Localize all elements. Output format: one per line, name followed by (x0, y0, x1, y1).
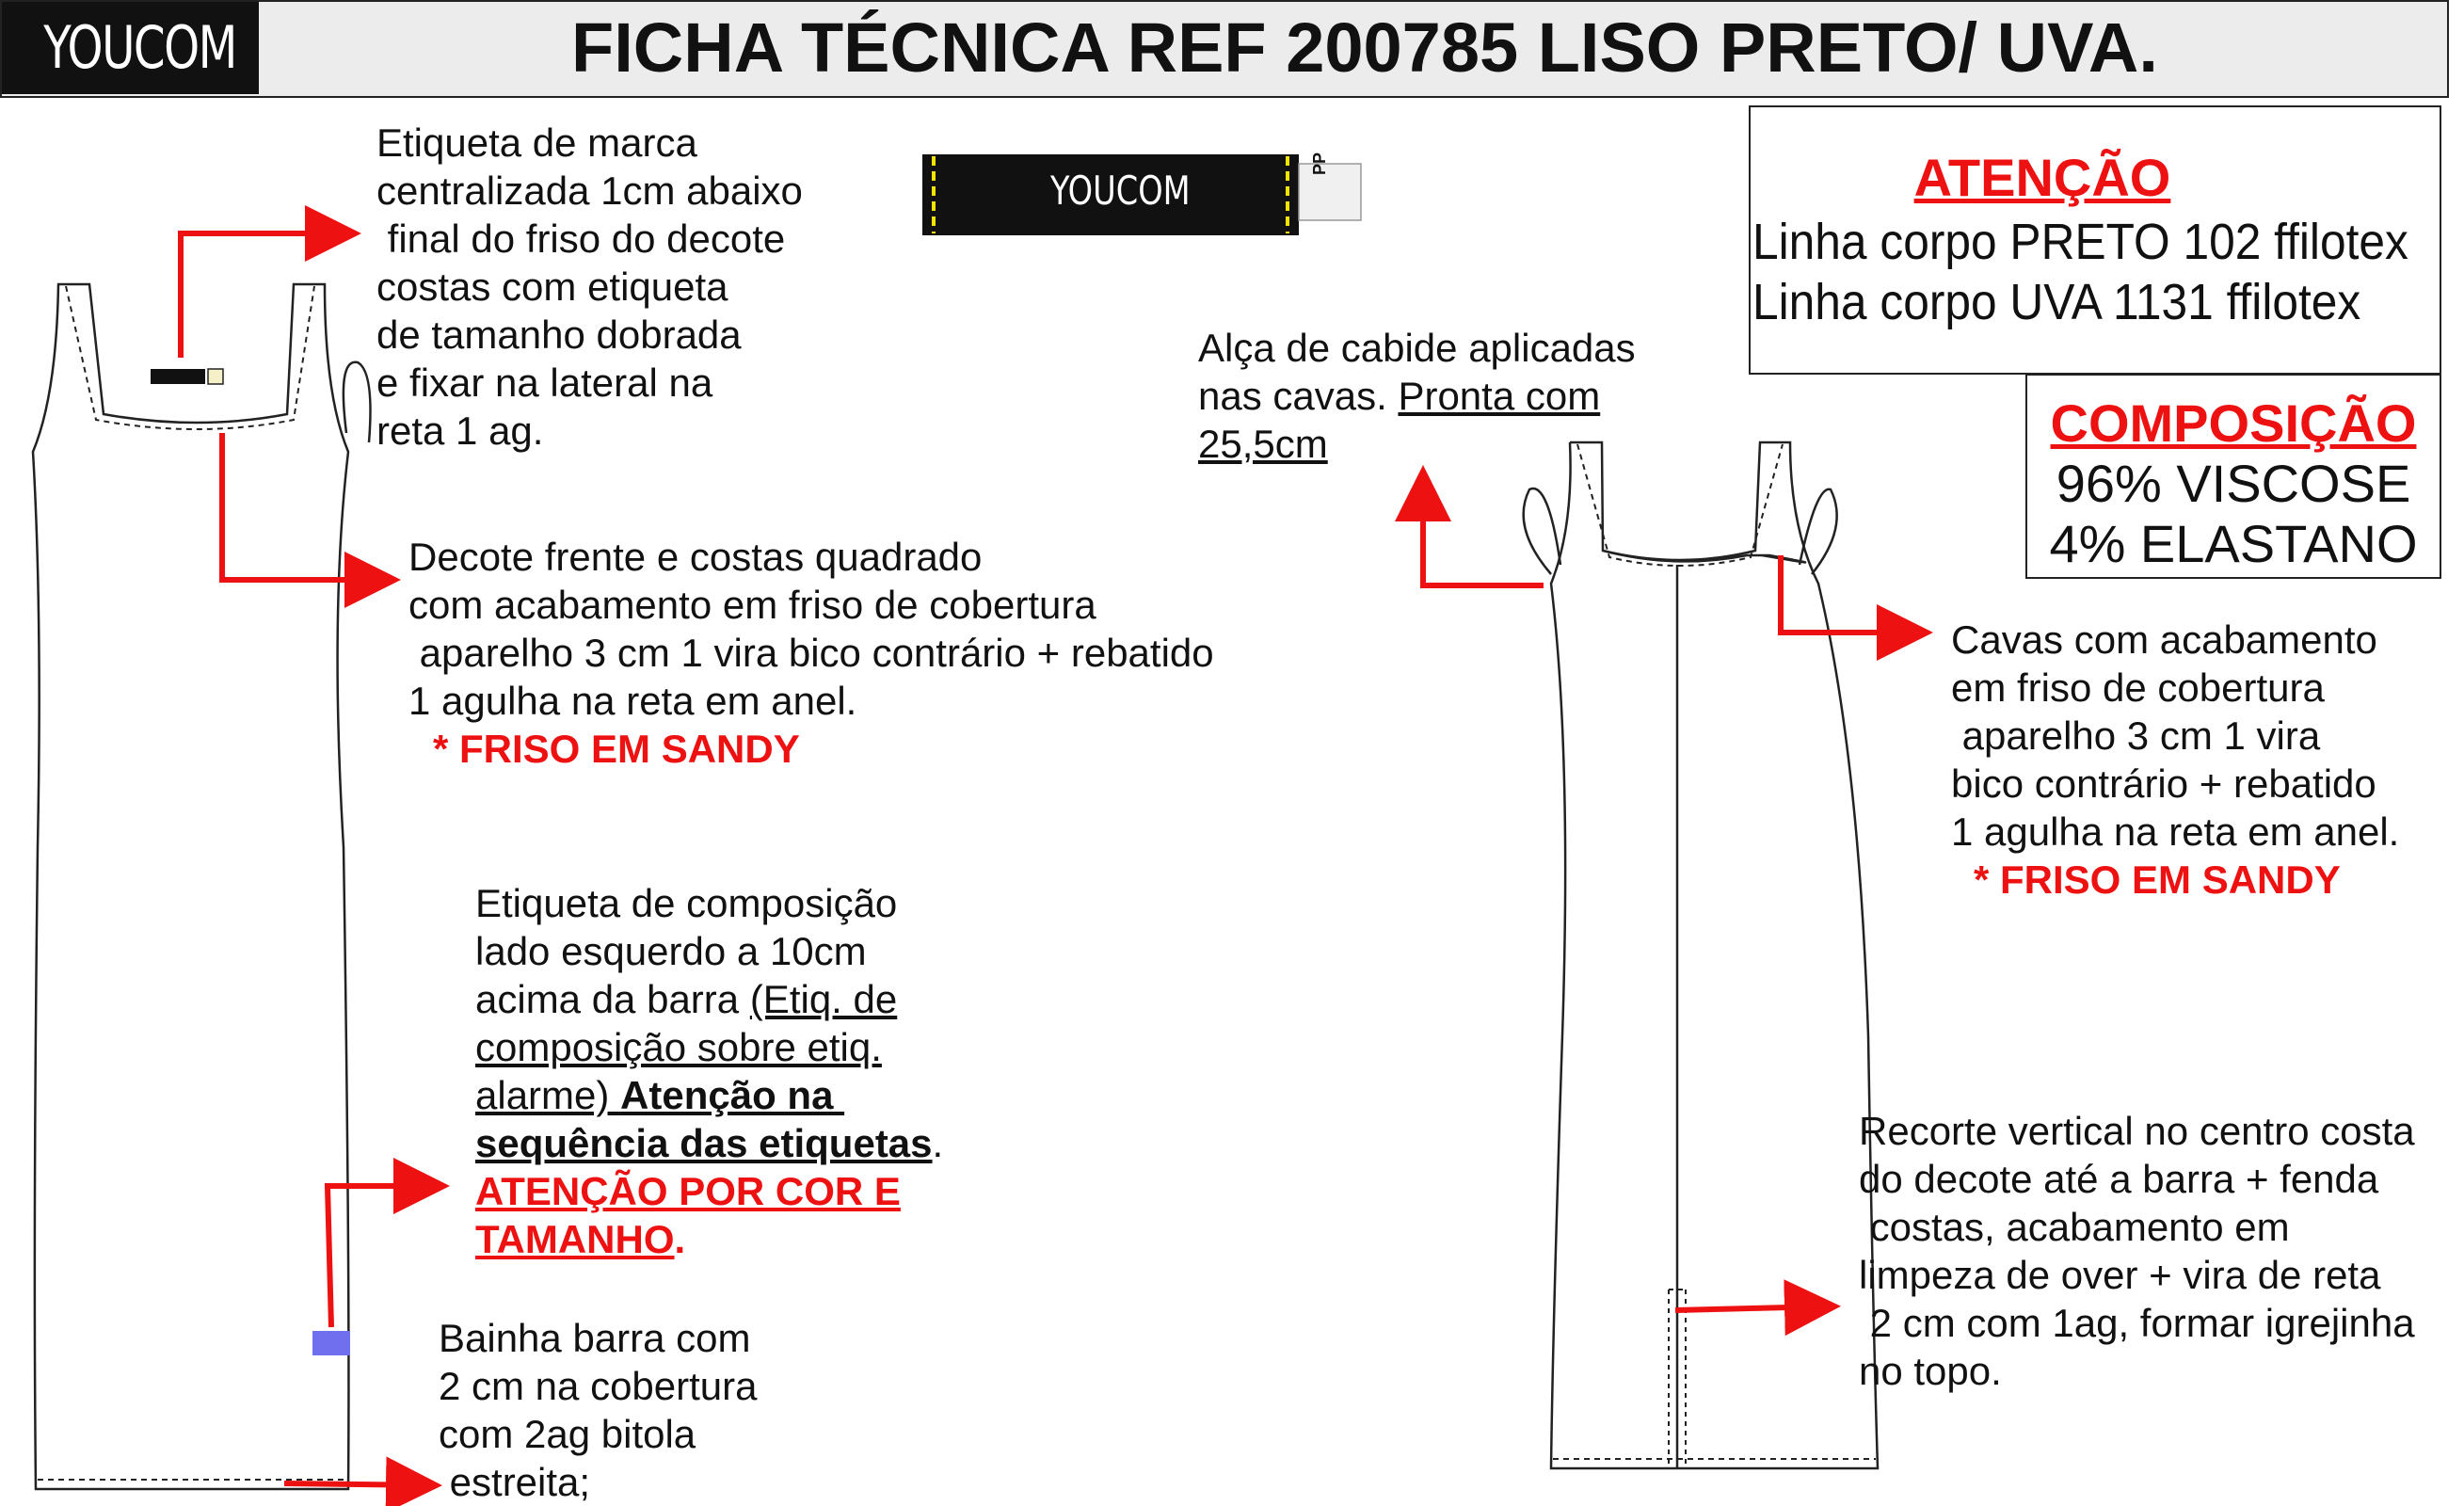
attention-title: ATENÇÃO (1913, 148, 2171, 207)
composition-label-marker (312, 1331, 350, 1355)
arrow-back-seam (1675, 1306, 1830, 1310)
composition-line: 96% VISCOSE (2056, 454, 2411, 513)
front-dress-drawing (33, 284, 371, 1489)
arrow-hem (284, 1483, 431, 1485)
note-neckline-red: * FRISO EM SANDY (433, 727, 800, 771)
note-hanger-text: Alça de cabide aplicadas nas cavas. (1198, 326, 1636, 418)
note-hanger-underline-2: 25,5cm (1198, 422, 1328, 466)
note-armholes-group (1951, 616, 2399, 904)
note-comp-red-dot: . (674, 1217, 686, 1261)
note-hem: Bainha barra com 2 cm na cobertura com 2ag bitola estreita; (439, 1316, 758, 1504)
size-label-marker (208, 369, 223, 384)
note-back-seam: Recorte vertical no centro costa do decote até a barra + fenda costas, acabamento em limpeza de over + vira de reta 2 cm com 1ag, formar igrejinha no topo. (1859, 1109, 2415, 1393)
note-comp-dot: . (932, 1121, 944, 1165)
brand-label-marker (151, 369, 205, 384)
note-comp-underline-1: (Etiq. de (749, 977, 898, 1021)
label-size-text: PP (1310, 152, 1329, 175)
attention-line: Linha corpo PRETO 102 ffilotex (1752, 214, 2408, 270)
note-armholes: Cavas com acabamento em friso de cobertura aparelho 3 cm 1 vira bico contrário + rebatido 1 agulha na reta em anel. (1951, 617, 2400, 854)
attention-line: Linha corpo UVA 1131 ffilotex (1752, 274, 2361, 330)
note-composition-label (475, 879, 943, 1263)
note-comp-text: Etiqueta de composição lado esquerdo a 10cm acima da barra (475, 881, 898, 1021)
composition-title: COMPOSIÇÃO (2050, 393, 2417, 453)
note-armholes-red: * FRISO EM SANDY (1974, 857, 2341, 902)
note-brand-label: Etiqueta de marca centralizada 1cm abaixo final do friso do decote costas com etiqueta de tamanho dobrada e fixar na lateral na reta 1 ag. (376, 120, 803, 453)
attention-box (1749, 105, 2441, 375)
brand-logo: YOUCOM (11, 2, 259, 94)
note-neckline: Decote frente e costas quadrado com acabamento em friso de cobertura aparelho 3 cm 1 vira bico contrário + rebatido 1 agulha na reta em anel. (408, 535, 1214, 723)
composition-box (2025, 374, 2441, 579)
label-brand-text: YOUCOM (1050, 168, 1191, 214)
note-comp-underline-2: composição sobre etiq. (475, 1025, 882, 1069)
note-comp-bold-2: sequência das etiquetas (475, 1121, 933, 1165)
note-comp-red-1: ATENÇÃO POR COR E (475, 1169, 901, 1213)
note-hanger (1198, 324, 1636, 468)
document-title: FICHA TÉCNICA REF 200785 LISO PRETO/ UVA. (571, 8, 2158, 87)
note-neckline-group (408, 533, 1214, 773)
note-comp-underline-3: alarme) (475, 1073, 621, 1117)
back-dress-drawing (1524, 442, 1878, 1468)
note-comp-red-2: TAMANHO (475, 1217, 675, 1261)
note-hanger-underline-1: Pronta com (1398, 374, 1601, 418)
composition-line: 4% ELASTANO (2049, 514, 2418, 573)
note-comp-bold-1: Atenção na (620, 1073, 845, 1117)
